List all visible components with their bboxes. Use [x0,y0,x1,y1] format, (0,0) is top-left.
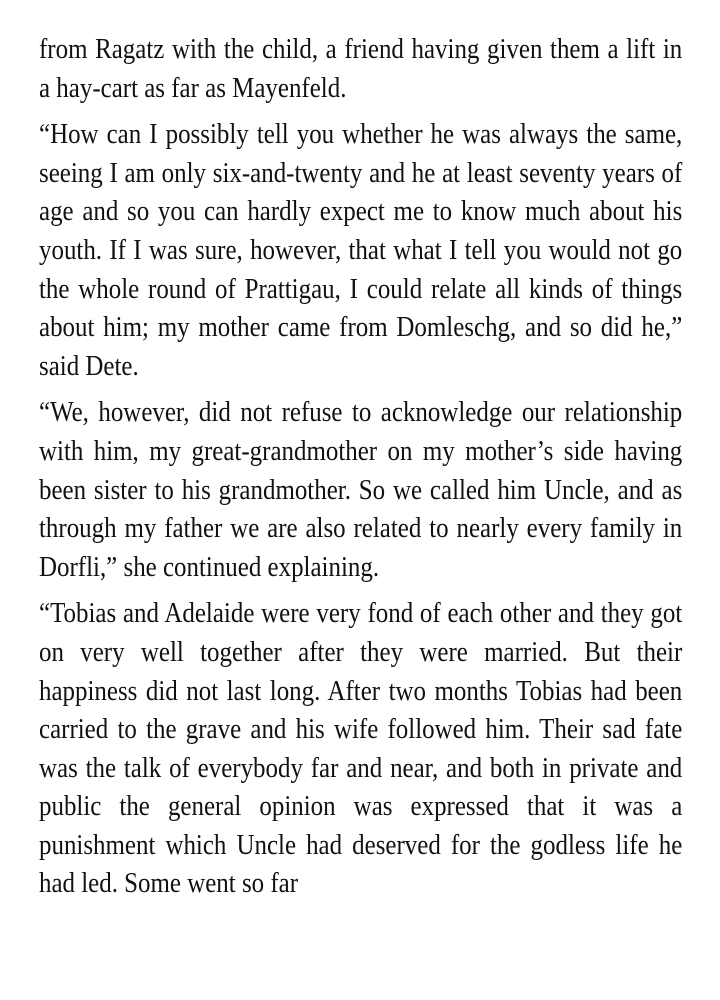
paragraph: “We, however, did not refuse to acknowledge our relationship with him, my great-grandmother on my mother’s side having been sister to his grandmother. So we called him Uncle, and as through my father we are also related to nearly every family in Dorfli,” she continued explaining. [39,396,683,583]
paragraph: from Ragatz with the child, a friend having given them a lift in a hay-cart as far as Mayenfeld. [39,33,683,104]
paragraph: “Tobias and Adelaide were very fond of each other and they got on very well together after they were married. But their happiness did not last long. After two months Tobias had been carried to the grave and his wife followed him. Their sad fate was the talk of everybody far and near, and both in private and public the general opinion was expressed that it was a punishment which Uncle had deserved for the godless life he had led. Some went so far [39,597,683,900]
book-page-text [39,30,682,911]
paragraph: “How can I possibly tell you whether he was always the same, seeing I am only six-and-twenty and he at least seventy years of age and so you can hardly expect me to know much about his youth. If I was sure, however, that what I tell you would not go the whole round of Prattigau, I could relate all kinds of things about him; my mother came from Domleschg, and so did he,” said Dete. [39,118,683,382]
